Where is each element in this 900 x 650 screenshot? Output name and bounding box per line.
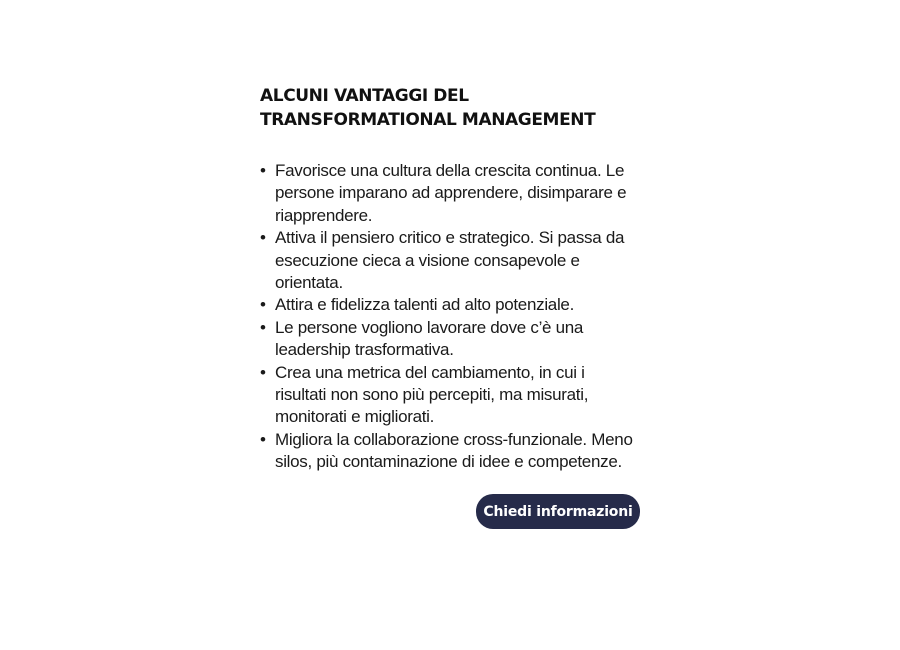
request-info-button[interactable]: Chiedi informazioni (476, 494, 640, 529)
section-heading-line-1: ALCUNI VANTAGGI DEL (260, 86, 469, 106)
benefit-item: • Le persone vogliono lavorare dove c’è una leadership trasformativa. (260, 317, 635, 362)
benefit-item: • Migliora la collaborazione cross-funzionale. Meno silos, più contaminazione di idee e competenze. (260, 429, 635, 474)
benefit-item: • Crea una metrica del cambiamento, in cui i risultati non sono più percepiti, ma misurati, monitorati e migliorati. (260, 362, 635, 429)
section-heading-line-2: TRANSFORMATIONAL MANAGEMENT (260, 110, 596, 130)
benefit-item: • Favorisce una cultura della crescita continua. Le persone imparano ad apprendere, disimparare e riapprendere. (260, 160, 635, 227)
benefits-list (260, 160, 635, 474)
benefit-item: • Attiva il pensiero critico e strategico. Si passa da esecuzione cieca a visione consapevole e orientata. (260, 227, 635, 294)
section-heading (260, 84, 650, 132)
benefit-item: • Attira e fidelizza talenti ad alto potenziale. (260, 294, 635, 316)
benefits-section (260, 84, 650, 474)
